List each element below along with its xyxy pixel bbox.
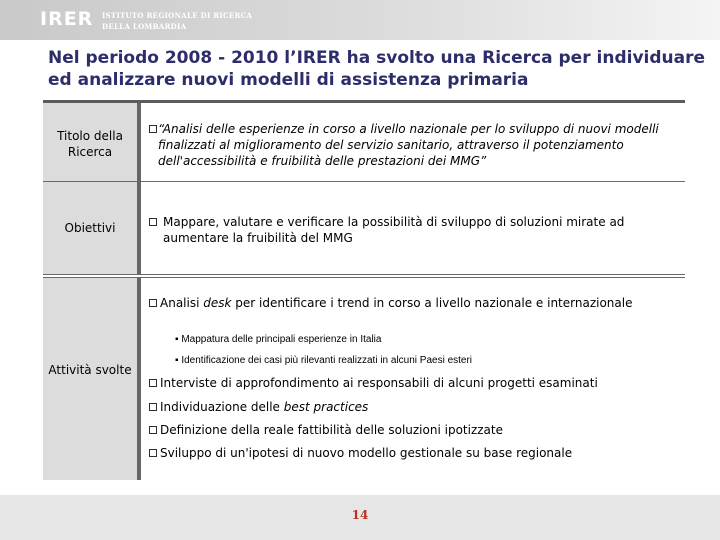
activity-text: Analisi (160, 296, 204, 310)
activity-item-feasibility (149, 422, 679, 438)
column-separator-top (137, 103, 141, 274)
institute-name-line1: ISTITUTO REGIONALE DI RICERCA (102, 11, 253, 20)
activity-text-emphasis: best practices (283, 400, 369, 414)
checkbox-bullet-icon (149, 218, 157, 226)
checkbox-bullet-icon (149, 426, 157, 434)
checkbox-bullet-icon (149, 403, 157, 411)
sub-bullet-item (175, 354, 472, 367)
activity-text: Interviste di approfondimento ai responsabili di alcuni progetti esaminati (160, 376, 598, 390)
irer-logo: IRER (40, 8, 94, 30)
sub-bullet-text: Identificazione dei casi più rilevanti realizzati in alcuni Paesi esteri (181, 355, 473, 366)
page-number: 14 (351, 508, 369, 522)
square-bullet-icon: ▪ (175, 355, 182, 366)
checkbox-bullet-icon (149, 449, 157, 457)
activity-item-interviews (149, 375, 679, 391)
page-title: Nel periodo 2008 - 2010 l’IRER ha svolto una Ricerca per individuare ed analizzare nuovi modelli di assistenza primaria (48, 48, 706, 90)
row-label-obiettivi: Obiettivi (64, 221, 116, 235)
checkbox-bullet-icon (149, 379, 157, 387)
row-divider (43, 277, 685, 278)
activity-text: Individuazione delle (160, 400, 284, 414)
activity-text: per identificare i trend in corso a livello nazionale e internazionale (231, 296, 633, 310)
research-title-text: “Analisi delle esperienze in corso a livello nazionale per lo sviluppo di nuovi modelli finalizzati al miglioramento del servizio sanitario, attraverso il potenziamento dell'accessibilità e fruibilità delle prestazioni dei MMG” (158, 122, 659, 168)
row-divider (43, 181, 685, 182)
label-column-bottom (43, 278, 137, 480)
activity-text: Sviluppo di un'ipotesi di nuovo modello gestionale su base regionale (160, 446, 573, 460)
sub-bullet-item (175, 333, 381, 346)
column-separator-bottom (137, 278, 141, 480)
row-label-attivita: Attività svolte (48, 363, 132, 377)
activity-item-desk-analysis (149, 295, 669, 311)
institute-name (102, 10, 252, 32)
activity-text: Definizione della reale fattibilità delle soluzioni ipotizzate (160, 423, 503, 437)
objectives-item (149, 214, 679, 246)
sub-bullet-text: Mappatura delle principali esperienze in Italia (181, 334, 382, 345)
activity-item-best-practices (149, 399, 679, 415)
activity-text-emphasis: desk (203, 296, 232, 310)
objectives-text: Mappare, valutare e verificare la possibilità di sviluppo di soluzioni mirate ad aumentare la fruibilità del MMG (163, 215, 625, 245)
row-label-titolo: Titolo della Ricerca (57, 129, 123, 159)
activity-item-model-development (149, 445, 679, 461)
checkbox-bullet-icon (149, 125, 157, 133)
checkbox-bullet-icon (149, 299, 157, 307)
header-bar (0, 0, 720, 40)
research-title-item (149, 121, 679, 169)
row-divider (43, 274, 685, 275)
square-bullet-icon: ▪ (175, 334, 182, 345)
institute-name-line2: DELLA LOMBARDIA (102, 22, 187, 31)
